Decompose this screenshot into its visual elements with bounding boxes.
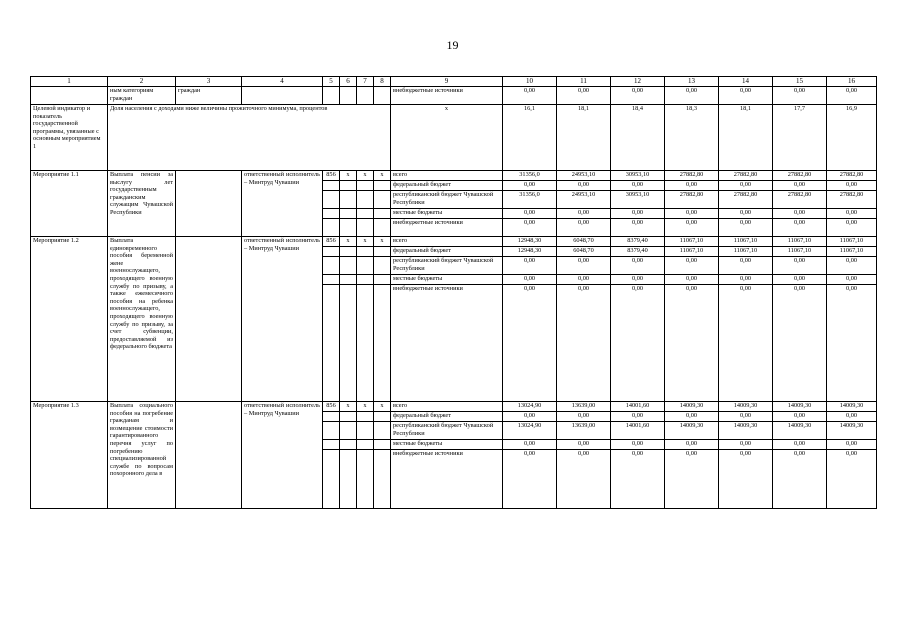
cell-value: 13024,90: [503, 402, 557, 412]
cell-value: 8379,40: [611, 247, 665, 257]
cell-value: 0,00: [665, 219, 719, 237]
code-x: x: [374, 402, 391, 412]
col-header: 12: [611, 77, 665, 87]
cell-value: 27882,80: [827, 191, 877, 209]
cell-value: 0,00: [557, 450, 611, 509]
cell-col3: граждан: [176, 87, 242, 105]
col-header: 15: [773, 77, 827, 87]
cell-value: 0,00: [503, 257, 557, 275]
cell-value: 0,00: [557, 440, 611, 450]
cell-value: 8379,40: [611, 237, 665, 247]
cell-value: 0,00: [773, 440, 827, 450]
cell-value: 14009,30: [827, 402, 877, 412]
cell-value: 0,00: [719, 450, 773, 509]
cell-value: 0,00: [773, 219, 827, 237]
cell-value: 6048,70: [557, 247, 611, 257]
cell-value: 0,00: [611, 440, 665, 450]
cell-value: 0,00: [557, 219, 611, 237]
cell-value: 0,00: [719, 275, 773, 285]
cell-value: 0,00: [827, 440, 877, 450]
measure-role: ответственный исполнитель – Минтруд Чувашии: [242, 171, 323, 237]
cell-value: 0,00: [827, 87, 877, 105]
cell-value: 0,00: [611, 412, 665, 422]
code-x: x: [357, 402, 374, 412]
cell-value: 0,00: [719, 219, 773, 237]
cell-value: 14009,30: [665, 422, 719, 440]
col-header: 2: [108, 77, 176, 87]
cell-value: 24953,10: [557, 191, 611, 209]
col-header: 1: [31, 77, 108, 87]
cell-value: 18,1: [557, 105, 611, 171]
cell-value: 0,00: [611, 275, 665, 285]
code-x: x: [340, 171, 357, 181]
col-header: 5: [323, 77, 340, 87]
col-header: 14: [719, 77, 773, 87]
cell-value: 27882,80: [719, 171, 773, 181]
cell-value: 12948,30: [503, 237, 557, 247]
cell-value: 0,00: [611, 285, 665, 402]
cell-name: ным категориям граждан: [108, 87, 176, 105]
col-header: 3: [176, 77, 242, 87]
measure-label: Мероприятие 1.1: [31, 171, 108, 237]
budget-code: 856: [323, 402, 340, 412]
code-x: x: [340, 237, 357, 247]
cell-value: 14001,60: [611, 422, 665, 440]
cell-value: 0,00: [719, 181, 773, 191]
cell-value: 0,00: [503, 285, 557, 402]
cell-value: 0,00: [557, 87, 611, 105]
cell-value: 27882,80: [773, 191, 827, 209]
cell-source: республиканский бюджет Чувашской Республики: [391, 257, 503, 275]
cell-source: всего: [391, 171, 503, 181]
cell-value: 0,00: [665, 275, 719, 285]
cell-value: 0,00: [557, 257, 611, 275]
code-x: x: [374, 171, 391, 181]
cell-value: 27882,80: [773, 171, 827, 181]
cell-value: 0,00: [503, 181, 557, 191]
budget-table: [30, 76, 877, 509]
cell-value: 0,00: [557, 275, 611, 285]
cell-source: всего: [391, 237, 503, 247]
cell-value: 0,00: [773, 275, 827, 285]
cell-value: 11067,10: [719, 247, 773, 257]
cell-source: внебюджетные источники: [391, 87, 503, 105]
cell-value: 18,3: [665, 105, 719, 171]
cell-value: 0,00: [503, 450, 557, 509]
cell-value: 14009,30: [719, 402, 773, 412]
cell-value: 0,00: [773, 285, 827, 402]
col-header: 7: [357, 77, 374, 87]
cell-value: 0,00: [665, 209, 719, 219]
target-x: x: [391, 105, 503, 171]
col-header: 6: [340, 77, 357, 87]
measure-name: Выплата социального пособия на погребение гражданам и возмещение стоимости гарантированного перечня услуг по погребению специализированной службе по вопросам похоронного дела в: [108, 402, 176, 509]
cell-value: 0,00: [827, 450, 877, 509]
cell-value: 11067,10: [827, 237, 877, 247]
cell-source: внебюджетные источники: [391, 219, 503, 237]
col-header: 9: [391, 77, 503, 87]
cell-value: 11067,10: [665, 237, 719, 247]
col-header: 4: [242, 77, 323, 87]
cell-value: 6048,70: [557, 237, 611, 247]
cell-value: 14009,30: [665, 402, 719, 412]
cell-value: 14009,30: [719, 422, 773, 440]
cell-value: 30953,10: [611, 171, 665, 181]
target-indicator-row: [31, 105, 877, 171]
cell-value: 0,00: [503, 87, 557, 105]
cell-value: 0,00: [557, 181, 611, 191]
cell-value: 24953,10: [557, 171, 611, 181]
cell-value: 27882,80: [665, 191, 719, 209]
cell-value: 0,00: [827, 412, 877, 422]
cell-value: 0,00: [773, 209, 827, 219]
cell-value: 0,00: [503, 209, 557, 219]
cell-value: 16,1: [503, 105, 557, 171]
cell-value: 31356,0: [503, 171, 557, 181]
col-header: 8: [374, 77, 391, 87]
cell-value: 14009,30: [773, 422, 827, 440]
budget-code: 856: [323, 171, 340, 181]
cell-value: 14001,60: [611, 402, 665, 412]
code-x: x: [374, 237, 391, 247]
cell-value: 0,00: [719, 257, 773, 275]
cell-value: 0,00: [827, 275, 877, 285]
col-header: 13: [665, 77, 719, 87]
col-header: 11: [557, 77, 611, 87]
budget-code: 856: [323, 237, 340, 247]
cell-value: 0,00: [827, 219, 877, 237]
code-x: x: [357, 237, 374, 247]
page-number: 19: [446, 38, 459, 52]
cell-source: местные бюджеты: [391, 440, 503, 450]
cell-value: 0,00: [557, 412, 611, 422]
cell-value: 0,00: [665, 440, 719, 450]
cell-value: 0,00: [719, 412, 773, 422]
cell-value: 11067,10: [773, 247, 827, 257]
cell-value: 27882,80: [827, 171, 877, 181]
cell-value: 17,7: [773, 105, 827, 171]
cell-value: 0,00: [665, 181, 719, 191]
cell-value: 11067,10: [719, 237, 773, 247]
cell-value: 0,00: [503, 412, 557, 422]
cell-value: 14009,30: [827, 422, 877, 440]
code-x: x: [357, 171, 374, 181]
measure-row-total: [31, 171, 877, 181]
cell-value: 18,4: [611, 105, 665, 171]
cell-value: 0,00: [611, 181, 665, 191]
cell-value: 0,00: [719, 209, 773, 219]
cell-value: 0,00: [827, 285, 877, 402]
cell-value: 0,00: [665, 87, 719, 105]
cell-value: 11067,10: [665, 247, 719, 257]
cell-value: 31356,0: [503, 191, 557, 209]
cell-value: 0,00: [665, 257, 719, 275]
cell-value: 0,00: [827, 257, 877, 275]
cell-value: 0,00: [611, 450, 665, 509]
cell-value: 0,00: [503, 440, 557, 450]
cell-value: 11067,10: [773, 237, 827, 247]
cell-value: 0,00: [773, 450, 827, 509]
cell-source: федеральный бюджет: [391, 247, 503, 257]
cell-value: 0,00: [503, 275, 557, 285]
cell-value: 0,00: [611, 257, 665, 275]
measure-row-total: [31, 402, 877, 412]
cell-value: 13639,00: [557, 422, 611, 440]
col-header: 10: [503, 77, 557, 87]
measure-name: Выплата единовременного пособия беременной жене военнослужащего, проходящего военную службу по призыву, а также ежемесячного пособия на ребенка военнослужащего, проходящего военную службу по призыву, за счет субвенции, предоставляемой из федерального бюджета: [108, 237, 176, 402]
cell-value: 0,00: [827, 209, 877, 219]
cell-value: 30953,10: [611, 191, 665, 209]
cell-source: всего: [391, 402, 503, 412]
cell-value: 0,00: [557, 285, 611, 402]
cell-source: внебюджетные источники: [391, 450, 503, 509]
cell-value: 0,00: [773, 87, 827, 105]
cell-source: внебюджетные источники: [391, 285, 503, 402]
cell-value: 11067,10: [827, 247, 877, 257]
cell-source: местные бюджеты: [391, 275, 503, 285]
cell-value: 0,00: [719, 87, 773, 105]
cell-value: 0,00: [773, 181, 827, 191]
cell-source: федеральный бюджет: [391, 412, 503, 422]
measure-role: ответственный исполнитель – Минтруд Чувашии: [242, 237, 323, 402]
cell-value: 27882,80: [665, 171, 719, 181]
cell-value: 0,00: [557, 209, 611, 219]
cell-value: 0,00: [665, 450, 719, 509]
cell-value: 0,00: [773, 257, 827, 275]
cell-value: 14009,30: [773, 402, 827, 412]
continuation-row: [31, 87, 877, 105]
cell-value: 0,00: [827, 181, 877, 191]
cell-value: 0,00: [665, 412, 719, 422]
measure-role: ответственный исполнитель – Минтруд Чувашии: [242, 402, 323, 509]
target-label: Целевой индикатор и показатель государственной программы, увязанные с основным мероприятием 1: [31, 105, 108, 171]
cell-source: республиканский бюджет Чувашской Республики: [391, 422, 503, 440]
cell-value: 13024,90: [503, 422, 557, 440]
measure-label: Мероприятие 1.2: [31, 237, 108, 402]
code-x: x: [340, 402, 357, 412]
measure-row-total: [31, 237, 877, 247]
measure-name: Выплата пенсии за выслугу лет государственным гражданским служащим Чувашской Республики: [108, 171, 176, 237]
cell-value: 0,00: [773, 412, 827, 422]
cell-value: 0,00: [611, 219, 665, 237]
cell-value: 13639,00: [557, 402, 611, 412]
cell-value: 27882,80: [719, 191, 773, 209]
cell-value: 18,1: [719, 105, 773, 171]
measure-label: Мероприятие 1.3: [31, 402, 108, 509]
cell-value: 0,00: [611, 87, 665, 105]
cell-value: 0,00: [719, 440, 773, 450]
col-header: 16: [827, 77, 877, 87]
cell-value: 0,00: [611, 209, 665, 219]
cell-source: федеральный бюджет: [391, 181, 503, 191]
cell-value: 12948,30: [503, 247, 557, 257]
cell-value: 16,9: [827, 105, 877, 171]
cell-value: 0,00: [503, 219, 557, 237]
cell-value: 0,00: [665, 285, 719, 402]
cell-value: 0,00: [719, 285, 773, 402]
cell-source: местные бюджеты: [391, 209, 503, 219]
column-number-row: [31, 77, 877, 87]
cell-source: республиканский бюджет Чувашской Республики: [391, 191, 503, 209]
target-description: Доля населения с доходами ниже величины прожиточного минимума, процентов: [108, 105, 391, 171]
